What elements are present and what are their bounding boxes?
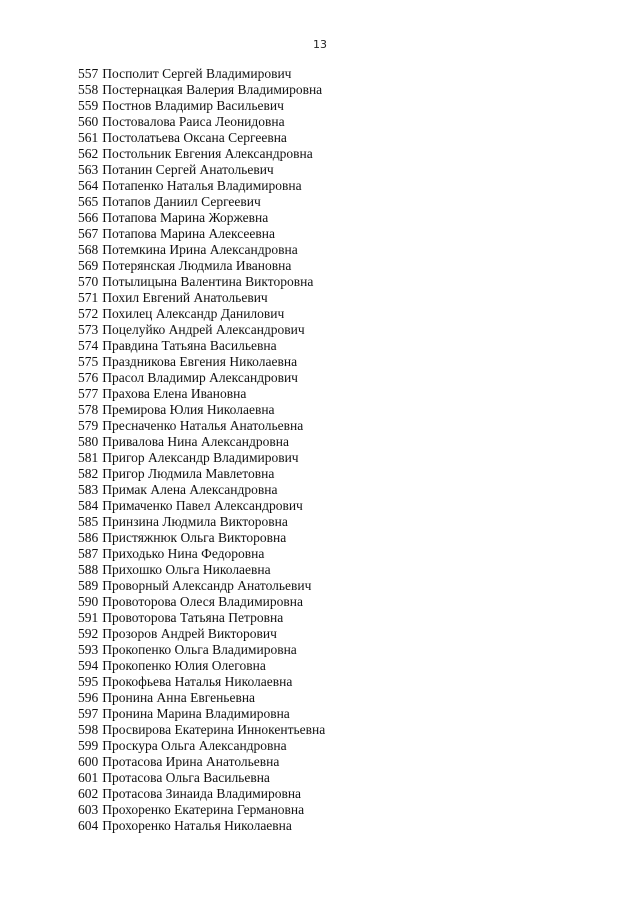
list-item bbox=[78, 290, 598, 306]
list-item bbox=[78, 306, 598, 322]
entry-name: Примак Алена Александровна bbox=[102, 482, 278, 497]
list-item bbox=[78, 242, 598, 258]
entry-name: Премирова Юлия Николаевна bbox=[102, 402, 275, 417]
entry-name: Привалова Нина Александровна bbox=[102, 434, 289, 449]
entry-number: 587 bbox=[78, 546, 99, 561]
list-item bbox=[78, 354, 598, 370]
entry-number: 592 bbox=[78, 626, 99, 641]
list-item bbox=[78, 738, 598, 754]
entry-number: 580 bbox=[78, 434, 99, 449]
entry-name: Прозоров Андрей Викторович bbox=[102, 626, 277, 641]
entry-number: 557 bbox=[78, 66, 99, 81]
list-item bbox=[78, 818, 598, 834]
entry-number: 567 bbox=[78, 226, 99, 241]
entry-number: 561 bbox=[78, 130, 99, 145]
entry-number: 572 bbox=[78, 306, 99, 321]
entry-name: Протасова Ольга Васильевна bbox=[102, 770, 270, 785]
list-item bbox=[78, 258, 598, 274]
entry-name: Потапов Даниил Сергеевич bbox=[102, 194, 261, 209]
entry-number: 576 bbox=[78, 370, 99, 385]
list-item bbox=[78, 370, 598, 386]
list-item bbox=[78, 706, 598, 722]
list-item bbox=[78, 450, 598, 466]
entry-name: Просвирова Екатерина Иннокентьевна bbox=[102, 722, 326, 737]
entry-number: 590 bbox=[78, 594, 99, 609]
list-item bbox=[78, 178, 598, 194]
entry-number: 601 bbox=[78, 770, 99, 785]
list-item bbox=[78, 754, 598, 770]
entry-name: Потапенко Наталья Владимировна bbox=[102, 178, 302, 193]
list-item bbox=[78, 514, 598, 530]
name-list bbox=[78, 66, 598, 834]
list-item bbox=[78, 546, 598, 562]
entry-name: Постолатьева Оксана Сергеевна bbox=[102, 130, 287, 145]
list-item bbox=[78, 130, 598, 146]
list-item bbox=[78, 578, 598, 594]
entry-number: 578 bbox=[78, 402, 99, 417]
entry-name: Протасова Зинаида Владимировна bbox=[102, 786, 302, 801]
entry-name: Примаченко Павел Александрович bbox=[102, 498, 303, 513]
list-item bbox=[78, 690, 598, 706]
entry-number: 588 bbox=[78, 562, 99, 577]
entry-number: 581 bbox=[78, 450, 99, 465]
list-item bbox=[78, 418, 598, 434]
entry-name: Пресначенко Наталья Анатольевна bbox=[102, 418, 304, 433]
entry-number: 597 bbox=[78, 706, 99, 721]
entry-name: Прихошко Ольга Николаевна bbox=[102, 562, 271, 577]
entry-name: Похилец Александр Данилович bbox=[102, 306, 285, 321]
entry-number: 594 bbox=[78, 658, 99, 673]
entry-number: 571 bbox=[78, 290, 99, 305]
entry-number: 600 bbox=[78, 754, 99, 769]
entry-number: 566 bbox=[78, 210, 99, 225]
list-item bbox=[78, 162, 598, 178]
entry-number: 589 bbox=[78, 578, 99, 593]
list-item bbox=[78, 226, 598, 242]
entry-name: Прокопенко Юлия Олеговна bbox=[102, 658, 266, 673]
entry-number: 591 bbox=[78, 610, 99, 625]
entry-number: 563 bbox=[78, 162, 99, 177]
entry-number: 582 bbox=[78, 466, 99, 481]
entry-name: Проворный Александр Анатольевич bbox=[102, 578, 312, 593]
entry-number: 579 bbox=[78, 418, 99, 433]
list-item bbox=[78, 98, 598, 114]
entry-number: 603 bbox=[78, 802, 99, 817]
entry-number: 584 bbox=[78, 498, 99, 513]
list-item bbox=[78, 146, 598, 162]
entry-name: Постовалова Раиса Леонидовна bbox=[102, 114, 285, 129]
list-item bbox=[78, 402, 598, 418]
entry-name: Прасол Владимир Александрович bbox=[102, 370, 298, 385]
entry-number: 574 bbox=[78, 338, 99, 353]
entry-number: 586 bbox=[78, 530, 99, 545]
list-item bbox=[78, 338, 598, 354]
list-item bbox=[78, 770, 598, 786]
entry-number: 564 bbox=[78, 178, 99, 193]
entry-name: Провоторова Татьяна Петровна bbox=[102, 610, 284, 625]
entry-number: 604 bbox=[78, 818, 99, 833]
entry-name: Потерянская Людмила Ивановна bbox=[102, 258, 292, 273]
entry-name: Провоторова Олеся Владимировна bbox=[102, 594, 303, 609]
entry-number: 583 bbox=[78, 482, 99, 497]
entry-name: Праздникова Евгения Николаевна bbox=[102, 354, 298, 369]
page-number: 13 bbox=[313, 38, 327, 51]
list-item bbox=[78, 642, 598, 658]
list-item bbox=[78, 322, 598, 338]
entry-name: Прокопенко Ольга Владимировна bbox=[102, 642, 297, 657]
list-item bbox=[78, 786, 598, 802]
entry-number: 570 bbox=[78, 274, 99, 289]
entry-name: Потапова Марина Алексеевна bbox=[102, 226, 275, 241]
list-item bbox=[78, 386, 598, 402]
list-item bbox=[78, 66, 598, 82]
entry-number: 585 bbox=[78, 514, 99, 529]
entry-name: Похил Евгений Анатольевич bbox=[102, 290, 268, 305]
entry-number: 599 bbox=[78, 738, 99, 753]
entry-number: 593 bbox=[78, 642, 99, 657]
list-item bbox=[78, 594, 598, 610]
list-item bbox=[78, 274, 598, 290]
list-item bbox=[78, 482, 598, 498]
entry-name: Постольник Евгения Александровна bbox=[102, 146, 313, 161]
list-item bbox=[78, 114, 598, 130]
entry-name: Пристяжнюк Ольга Викторовна bbox=[102, 530, 287, 545]
entry-number: 562 bbox=[78, 146, 99, 161]
list-item bbox=[78, 674, 598, 690]
entry-name: Пригор Людмила Мавлетовна bbox=[102, 466, 275, 481]
entry-name: Приходько Нина Федоровна bbox=[102, 546, 265, 561]
entry-name: Поцелуйко Андрей Александрович bbox=[102, 322, 305, 337]
entry-number: 573 bbox=[78, 322, 99, 337]
entry-name: Прохоренко Екатерина Германовна bbox=[102, 802, 305, 817]
list-item bbox=[78, 610, 598, 626]
entry-number: 568 bbox=[78, 242, 99, 257]
entry-number: 595 bbox=[78, 674, 99, 689]
entry-name: Протасова Ирина Анатольевна bbox=[102, 754, 280, 769]
list-item bbox=[78, 722, 598, 738]
entry-name: Проскура Ольга Александровна bbox=[102, 738, 287, 753]
list-item bbox=[78, 530, 598, 546]
list-item bbox=[78, 434, 598, 450]
list-item bbox=[78, 194, 598, 210]
entry-name: Принзина Людмила Викторовна bbox=[102, 514, 288, 529]
list-item bbox=[78, 802, 598, 818]
list-item bbox=[78, 498, 598, 514]
entry-number: 575 bbox=[78, 354, 99, 369]
entry-name: Пронина Марина Владимировна bbox=[102, 706, 290, 721]
list-item bbox=[78, 466, 598, 482]
entry-number: 596 bbox=[78, 690, 99, 705]
entry-number: 560 bbox=[78, 114, 99, 129]
list-item bbox=[78, 626, 598, 642]
entry-number: 577 bbox=[78, 386, 99, 401]
list-item bbox=[78, 562, 598, 578]
entry-number: 565 bbox=[78, 194, 99, 209]
entry-name: Правдина Татьяна Васильевна bbox=[102, 338, 277, 353]
entry-name: Прокофьева Наталья Николаевна bbox=[102, 674, 293, 689]
entry-name: Постнов Владимир Васильевич bbox=[102, 98, 284, 113]
list-item bbox=[78, 658, 598, 674]
entry-number: 602 bbox=[78, 786, 99, 801]
entry-number: 558 bbox=[78, 82, 99, 97]
entry-name: Пронина Анна Евгеньевна bbox=[102, 690, 256, 705]
entry-number: 559 bbox=[78, 98, 99, 113]
entry-name: Прохоренко Наталья Николаевна bbox=[102, 818, 292, 833]
entry-name: Пригор Александр Владимирович bbox=[102, 450, 299, 465]
entry-name: Постернацкая Валерия Владимировна bbox=[102, 82, 323, 97]
entry-name: Потанин Сергей Анатольевич bbox=[102, 162, 274, 177]
list-item bbox=[78, 82, 598, 98]
entry-name: Посполит Сергей Владимирович bbox=[102, 66, 292, 81]
entry-name: Прахова Елена Ивановна bbox=[102, 386, 247, 401]
entry-number: 569 bbox=[78, 258, 99, 273]
entry-name: Потапова Марина Жоржевна bbox=[102, 210, 269, 225]
list-item bbox=[78, 210, 598, 226]
entry-name: Потылицына Валентина Викторовна bbox=[102, 274, 314, 289]
entry-name: Потемкина Ирина Александровна bbox=[102, 242, 298, 257]
entry-number: 598 bbox=[78, 722, 99, 737]
